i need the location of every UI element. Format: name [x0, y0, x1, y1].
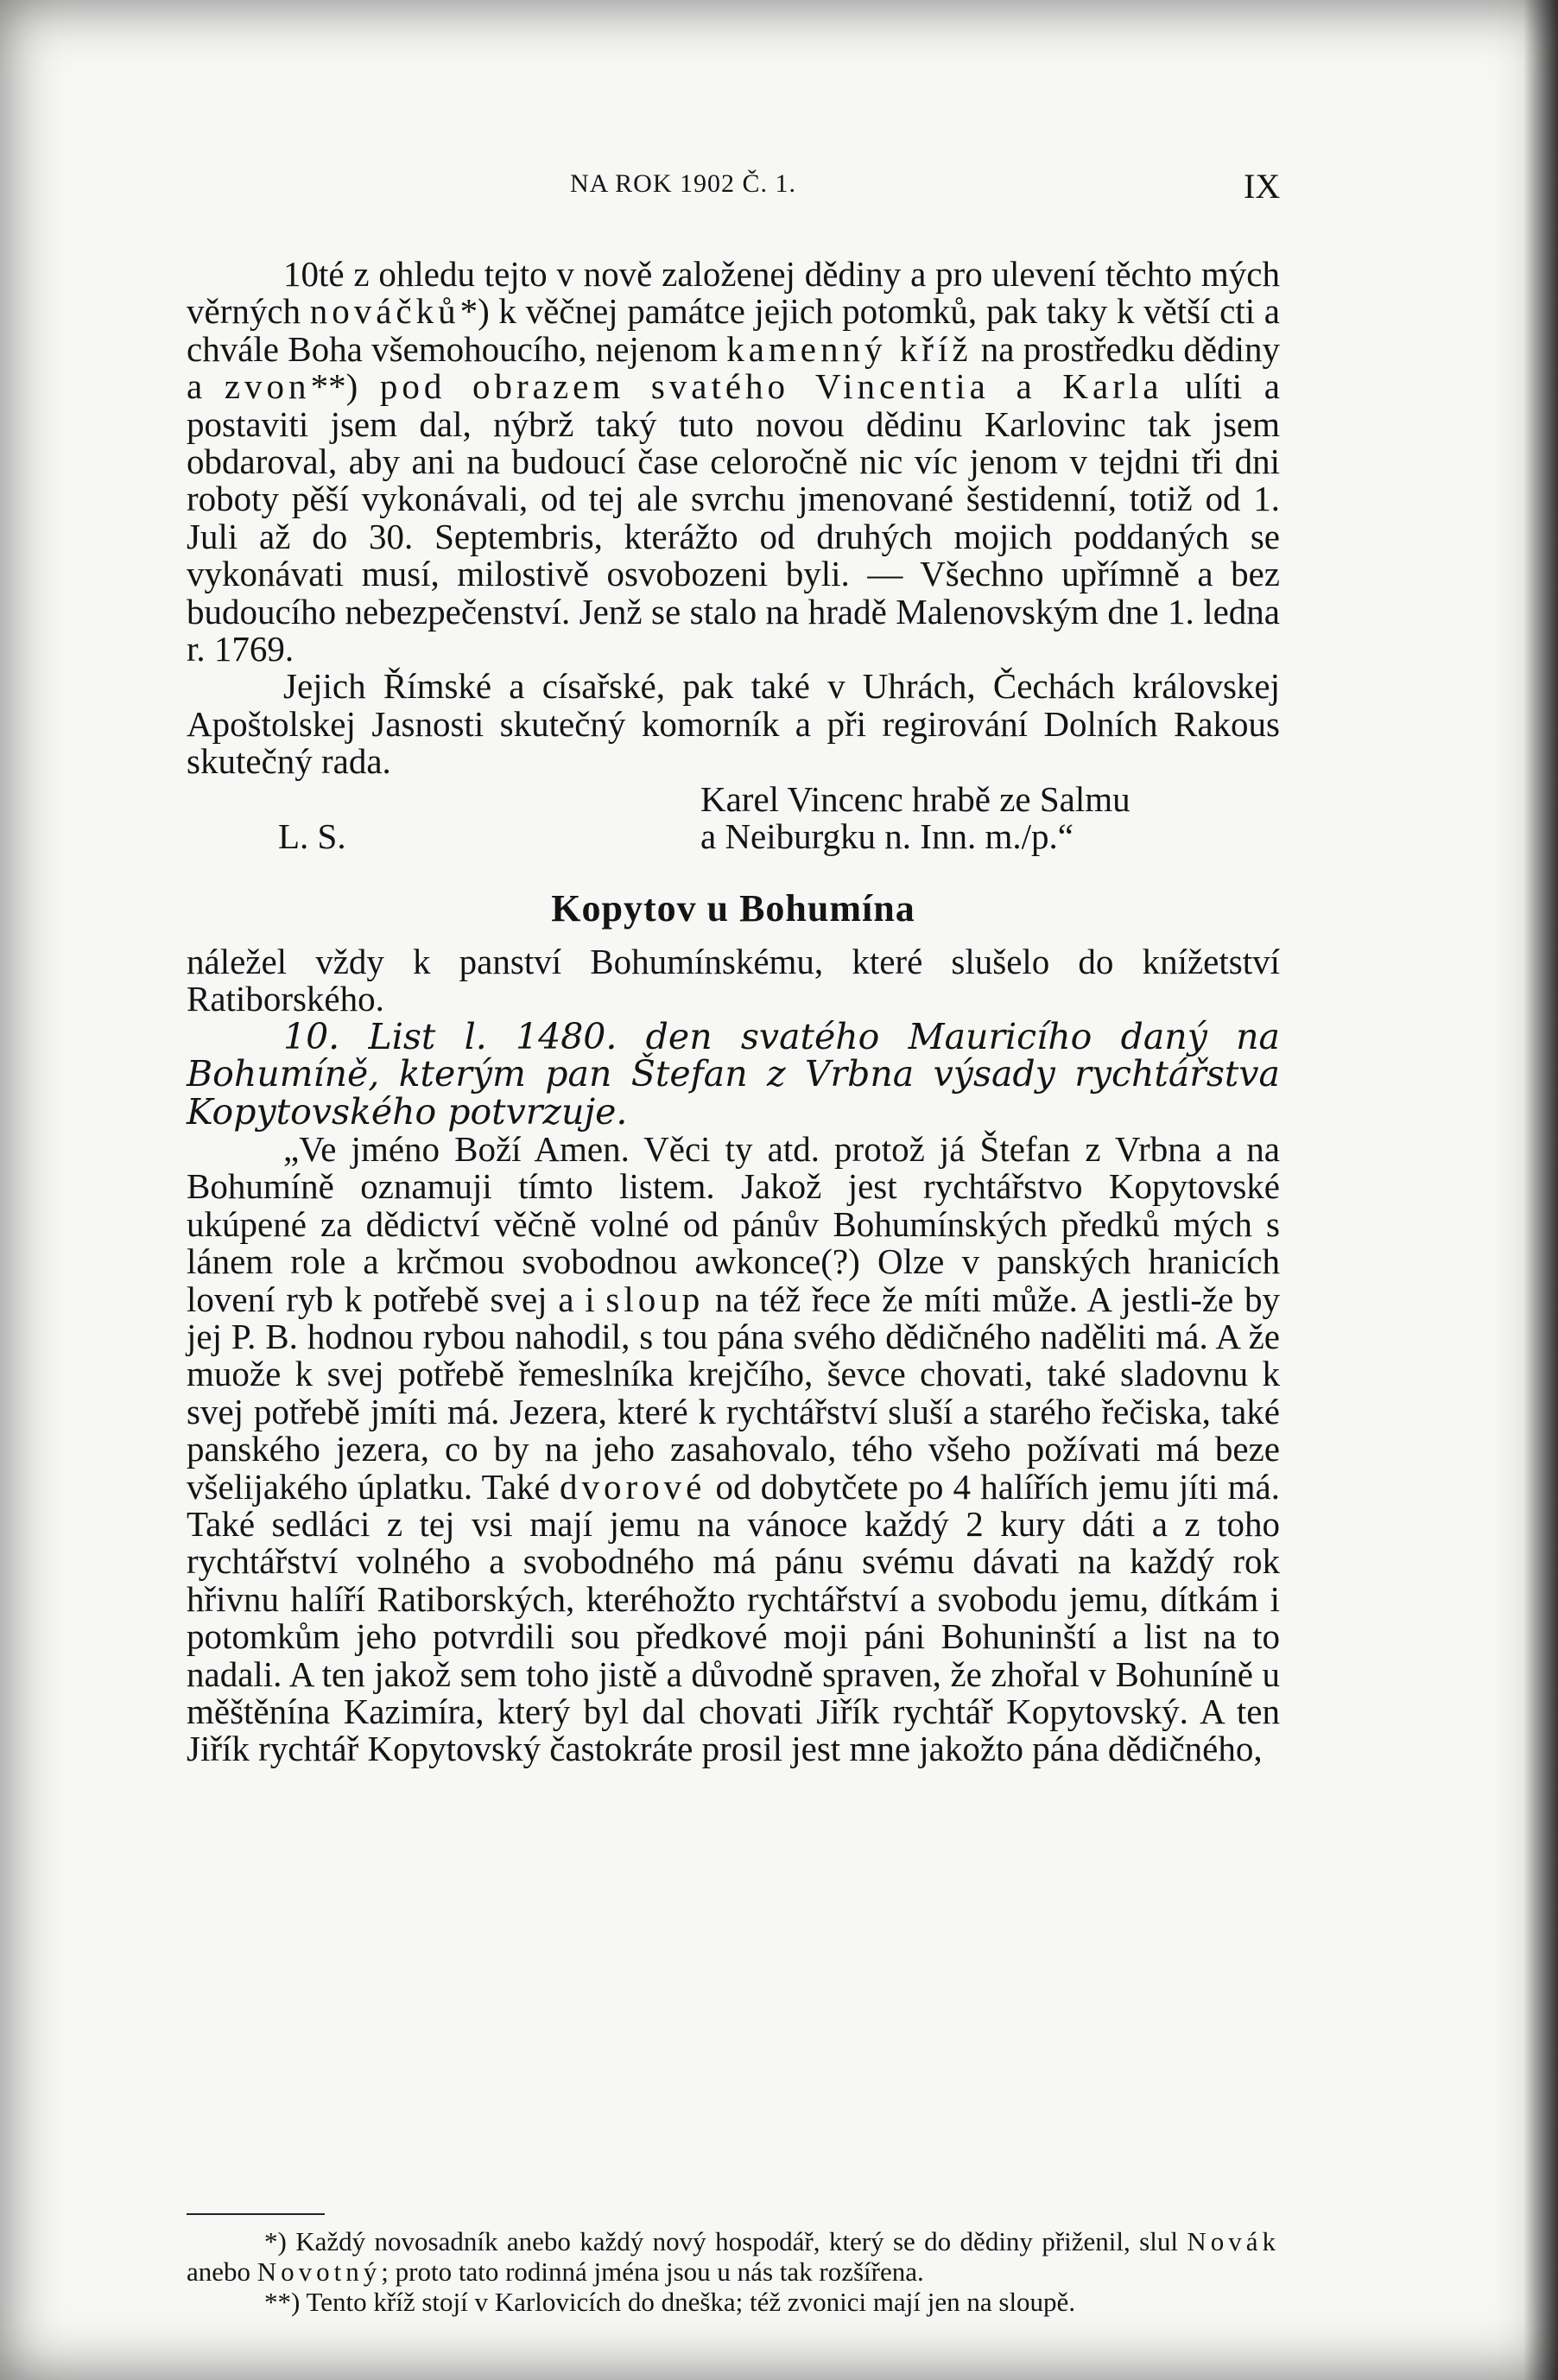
- emphasis-kriz: kamenný kříž: [726, 328, 972, 369]
- section-title: Kopytov u Bohumína: [551, 887, 915, 930]
- signature-row-2: [187, 818, 1280, 855]
- emphasis-dvorove: dvorové: [559, 1466, 706, 1507]
- signature-name: Karel Vincenc hrabě ze Salmu: [700, 778, 1130, 819]
- section-intro: náležel vždy k panství Bohumínskému, které slušelo do knížetství Ratiborského.: [187, 941, 1280, 1019]
- locus-sigilli: L. S.: [278, 816, 346, 857]
- page-number: IX: [1244, 167, 1281, 206]
- emphasis-novacku: nováčků: [309, 291, 460, 332]
- footnotes: [187, 2213, 1280, 2317]
- running-head: NA ROK 1902 Č. 1.: [570, 169, 797, 198]
- paragraph-titles: Jejich Římské a císařské, pak také v Uhrách, Čechách královskej Apoštolskej Jasnosti skutečný komorník a při regirování Dolních Rakous skutečný rada.: [187, 666, 1280, 782]
- emphasis-novak: Novák: [1187, 2226, 1280, 2256]
- emphasis-sloup: sloup: [605, 1279, 705, 1319]
- paragraph-charter: 10té z ohledu tejto v nově založenej dědiny a pro ulevení těchto mých věrných nováčků*) k věčnej památce jejich potomků, pak taky k větší cti a chvále Boha všemohoucího, nejenom kamenný kříž na prostředku dědiny a zvon**) pod obrazem svatého Vincentia a Karla ulíti a postaviti jsem dal, nýbrž taký tuto novou dědinu Karlovinc tak jsem obdaroval, aby ani na budoucí čase celoročně nic víc jenom v tejdni tři dni roboty pěší vykonávali, od tej ale svrchu jmenované šestidenní, totiž od 1. Juli až do 30. Septembris, kterážto od druhých mojich poddaných se vykonávati musí, milostivě osvobozeni byli. — Všechno upřímně a bez budoucího nebezpečenství. Jenž se stalo na hradě Malenovským dne 1. ledna r. 1769.: [187, 254, 1281, 670]
- document-heading: 10. List l. 1480. den svatého Mauricího daný na Bohumíně, kterým pan Štefan z Vrbna výsady rychtářstva Kopytovského potvrzuje.: [187, 1015, 1280, 1133]
- signature-place: a Neiburgku n. Inn. m./p.“: [700, 816, 1074, 857]
- signature-row-1: [187, 778, 1280, 819]
- footnote-rule: [187, 2213, 325, 2215]
- emphasis-novotny: Novotný: [256, 2256, 382, 2287]
- paragraph-charter-text: „Ve jméno Boží Amen. Věci ty atd. protož já Štefan z Vrbna a na Bohumíně oznamuji tímto listem. Jakož jest rychtářstvo Kopytovské ukúpené za dědictví věčně volné od pánův Bohumínských předků mých s lánem role a krčmou svobodnou awkonce(?) Olze v panských hranicích lovení ryb k potřebě svej a i sloup na též řece že míti může. A jestli-že by jej P. B. hodnou rybou nahodil, s tou pána svého dědičného naděliti má. A že muože k svej potřebě řemeslníka krejčího, ševce chovati, také sladovnu k svej potřebě jmíti má. Jezera, které k rychtářství sluší a starého řečiska, také panského jezera, co by na jeho zasahovalo, tého všeho požívati má beze všelijakého úplatku. Také dvorové od dobytčete po 4 halířích jemu jíti má. Také sedláci z tej vsi mají jemu na vánoce každý 2 kury dáti a z toho rychtářství volného a svobodného má pánu svému dávati na každý rok hřivnu halíří Ratiborských, kteréhožto rychtářství a svobodu jemu, dítkám i potomkům jeho potvrdili sou předkové moji páni Bohuninští a list na to nadali. A ten jakož sem toho jistě a důvodně spraven, že zhořal v Bohuníně u měštěnína Kazimíra, který byl dal chovati Jiřík rychtář Kopytovský. A ten Jiřík rychtář Kopytovský častokráte prosil jest mne jakožto pána dědičného,: [187, 1128, 1280, 1769]
- emphasis-obrazem: pod obrazem svatého Vincentia a Karla: [379, 366, 1163, 407]
- page-edge-shadow: [1523, 0, 1558, 2380]
- page-header: [0, 154, 1558, 214]
- footnote-2: **) Tento kříž stojí v Karlovicích do dneška; též zvonici mají jen na sloupě.: [264, 2286, 1076, 2317]
- footnote-1: *) Každý novosadník anebo každý nový hospodář, který se do dědiny přiženil, slul Novák anebo Novotný; proto tato rodinná jména jsou u nás tak rozšířena.: [187, 2226, 1280, 2287]
- main-text: [187, 256, 1280, 1768]
- emphasis-zvon: zvon: [224, 366, 311, 407]
